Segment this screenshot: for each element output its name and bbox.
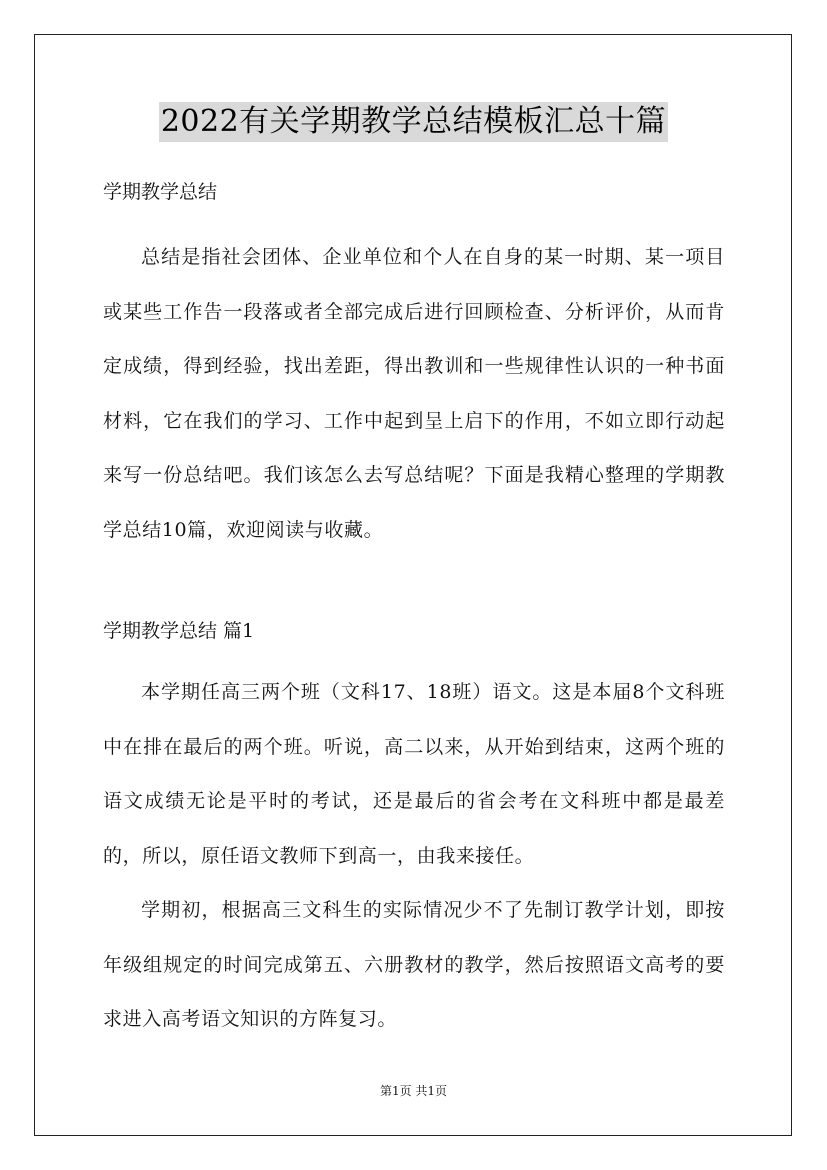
- section-paragraph-2: 学期初，根据高三文科生的实际情况少不了先制订教学计划，即按年级组规定的时间完成第五、六册教材的教学，然后按照语文高考的要求进入高考语文知识的方阵复习。: [103, 899, 725, 1030]
- document-body: [103, 176, 725, 1047]
- title-container: [0, 102, 827, 142]
- page-footer: [0, 1082, 827, 1099]
- intro-heading: 学期教学总结: [103, 181, 218, 203]
- section-paragraph-1: 本学期任高三两个班（文科17、18班）语文。这是本届8个文科班中在排在最后的两个班。听说，高二以来，从开始到结束，这两个班的语文成绩无论是平时的考试，还是最后的省会考在文科班中都是最差的，所以，原任语文教师下到高一，由我来接任。: [103, 681, 725, 867]
- spacer: [103, 557, 725, 615]
- page-number-label: 第1页 共1页: [379, 1084, 448, 1098]
- spacer: [103, 647, 725, 665]
- document-title: 2022有关学期教学总结模板汇总十篇: [159, 102, 668, 142]
- section-heading: 学期教学总结 篇1: [103, 620, 255, 642]
- spacer: [103, 208, 725, 230]
- intro-paragraph: 总结是指社会团体、企业单位和个人在自身的某一时期、某一项目或某些工作告一段落或者全部完成后进行回顾检查、分析评价，从而肯定成绩，得到经验，找出差距，得出教训和一些规律性认识的一种书面材料，它在我们的学习、工作中起到呈上启下的作用，不如立即行动起来写一份总结吧。我们该怎么去写总结呢？下面是我精心整理的学期教学总结10篇，欢迎阅读与收藏。: [103, 246, 725, 541]
